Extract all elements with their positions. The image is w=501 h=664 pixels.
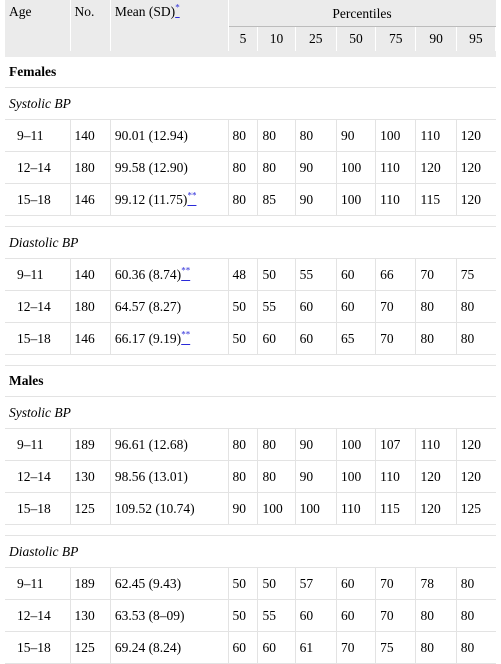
count-cell: 189	[70, 429, 110, 461]
percentile-cell: 120	[416, 493, 456, 525]
spacer-row	[5, 525, 496, 536]
subgroup-row	[5, 227, 496, 259]
percentile-cell: 60	[295, 291, 336, 323]
percentile-cell: 60	[258, 323, 295, 355]
percentile-cell: 60	[336, 291, 375, 323]
table-row	[5, 600, 496, 632]
mean-cell	[110, 568, 228, 600]
percentile-cell: 80	[228, 120, 258, 152]
percentile-cell: 50	[228, 291, 258, 323]
group-row	[5, 57, 496, 88]
percentile-cell: 60	[336, 600, 375, 632]
percentile-cell: 70	[376, 323, 416, 355]
percentile-cell: 110	[416, 120, 456, 152]
percentile-cell: 80	[228, 429, 258, 461]
mean-value: 60.36 (8.74)	[114, 266, 182, 282]
percentile-cell: 100	[336, 184, 375, 216]
percentile-cell: 57	[295, 568, 336, 600]
count-cell: 125	[70, 632, 110, 664]
percentiles-header: Percentiles	[228, 0, 495, 27]
percentile-cell: 90	[295, 461, 336, 493]
percentile-cell: 75	[376, 632, 416, 664]
percentile-cell: 80	[258, 120, 295, 152]
mean-cell	[110, 461, 228, 493]
mean-value: 96.61 (12.68)	[114, 436, 188, 452]
footnote-link[interactable]: *	[175, 2, 180, 13]
percentile-cell: 125	[456, 493, 495, 525]
percentile-col-header: 95	[456, 27, 495, 52]
percentile-cell: 80	[456, 600, 495, 632]
spacer-row	[5, 355, 496, 366]
mean-value: 98.56 (13.01)	[114, 468, 188, 484]
percentile-cell: 115	[376, 493, 416, 525]
mean-value: 99.58 (12.90)	[114, 159, 188, 175]
count-cell: 189	[70, 568, 110, 600]
percentile-cell: 60	[295, 323, 336, 355]
mean-cell	[110, 323, 228, 355]
percentile-cell: 80	[456, 568, 495, 600]
age-cell: 12–14	[5, 291, 70, 323]
mean-header-label: Mean (SD)	[114, 4, 176, 19]
percentile-cell: 120	[416, 461, 456, 493]
mean-value: 66.17 (9.19)	[114, 330, 182, 346]
percentile-cell: 60	[295, 600, 336, 632]
age-cell: 15–18	[5, 632, 70, 664]
count-cell: 130	[70, 600, 110, 632]
age-cell: 12–14	[5, 600, 70, 632]
percentile-cell: 110	[376, 461, 416, 493]
percentile-cell: 90	[336, 120, 375, 152]
percentile-cell: 70	[376, 600, 416, 632]
mean-value: 62.45 (9.43)	[114, 575, 182, 591]
table-body	[5, 51, 496, 664]
count-cell: 140	[70, 259, 110, 291]
percentile-cell: 65	[336, 323, 375, 355]
subgroup-label: Diastolic BP	[5, 536, 496, 568]
percentile-col-header: 5	[228, 27, 258, 52]
table-row	[5, 152, 496, 184]
age-header: Age	[5, 0, 70, 51]
subgroup-label: Systolic BP	[5, 397, 496, 429]
percentile-cell: 80	[416, 323, 456, 355]
percentile-cell: 60	[258, 632, 295, 664]
mean-cell	[110, 120, 228, 152]
group-label: Females	[5, 57, 496, 88]
mean-cell	[110, 291, 228, 323]
percentile-cell: 90	[228, 493, 258, 525]
percentile-cell: 50	[258, 259, 295, 291]
percentile-cell: 78	[416, 568, 456, 600]
percentile-cell: 80	[416, 632, 456, 664]
percentile-cell: 80	[228, 184, 258, 216]
percentile-cell: 90	[295, 152, 336, 184]
mean-value: 90.01 (12.94)	[114, 127, 188, 143]
percentile-cell: 100	[258, 493, 295, 525]
count-cell: 125	[70, 493, 110, 525]
percentile-cell: 70	[416, 259, 456, 291]
percentile-cell: 70	[376, 291, 416, 323]
mean-value: 69.24 (8.24)	[114, 639, 182, 655]
count-cell: 180	[70, 152, 110, 184]
percentile-cell: 50	[228, 323, 258, 355]
percentile-cell: 120	[456, 461, 495, 493]
age-cell: 12–14	[5, 461, 70, 493]
percentile-cell: 80	[456, 323, 495, 355]
percentile-cell: 85	[258, 184, 295, 216]
age-cell: 15–18	[5, 323, 70, 355]
percentile-cell: 50	[228, 568, 258, 600]
subgroup-row	[5, 88, 496, 120]
percentile-cell: 61	[295, 632, 336, 664]
percentile-cell: 70	[336, 632, 375, 664]
subgroup-label: Diastolic BP	[5, 227, 496, 259]
age-cell: 9–11	[5, 568, 70, 600]
percentile-col-header: 10	[258, 27, 295, 52]
percentile-cell: 75	[456, 259, 495, 291]
percentile-cell: 80	[228, 152, 258, 184]
percentile-col-header: 90	[416, 27, 456, 52]
mean-cell	[110, 429, 228, 461]
percentile-cell: 48	[228, 259, 258, 291]
footnote-link[interactable]: **	[181, 329, 191, 339]
percentile-cell: 100	[295, 493, 336, 525]
table-row	[5, 323, 496, 355]
percentile-col-header: 75	[376, 27, 416, 52]
percentile-cell: 80	[228, 461, 258, 493]
table-row	[5, 429, 496, 461]
percentile-cell: 80	[456, 632, 495, 664]
percentile-cell: 100	[336, 461, 375, 493]
age-cell: 12–14	[5, 152, 70, 184]
percentile-cell: 100	[336, 152, 375, 184]
percentile-cell: 80	[416, 600, 456, 632]
percentile-cell: 80	[416, 291, 456, 323]
table-row	[5, 291, 496, 323]
mean-value: 109.52 (10.74)	[114, 500, 195, 516]
count-header: No.	[70, 0, 110, 51]
percentile-cell: 55	[258, 291, 295, 323]
percentile-cell: 110	[376, 152, 416, 184]
footnote-link[interactable]: **	[187, 190, 197, 200]
age-cell: 15–18	[5, 184, 70, 216]
percentile-col-header: 25	[295, 27, 336, 52]
mean-cell	[110, 184, 228, 216]
count-cell: 146	[70, 184, 110, 216]
percentile-cell: 120	[456, 152, 495, 184]
percentile-cell: 110	[416, 429, 456, 461]
table-row	[5, 120, 496, 152]
percentile-cell: 80	[258, 461, 295, 493]
percentile-cell: 66	[376, 259, 416, 291]
percentile-cell: 60	[228, 632, 258, 664]
percentile-cell: 70	[376, 568, 416, 600]
mean-header	[110, 0, 228, 51]
mean-cell	[110, 152, 228, 184]
subgroup-row	[5, 397, 496, 429]
table-row	[5, 259, 496, 291]
mean-value: 99.12 (11.75)	[114, 191, 188, 207]
group-row	[5, 366, 496, 397]
table-header	[5, 0, 496, 51]
age-cell: 9–11	[5, 429, 70, 461]
count-cell: 146	[70, 323, 110, 355]
age-cell: 15–18	[5, 493, 70, 525]
subgroup-row	[5, 536, 496, 568]
spacer-row	[5, 216, 496, 227]
table-row	[5, 568, 496, 600]
percentile-cell: 60	[336, 259, 375, 291]
mean-cell	[110, 259, 228, 291]
percentile-cell: 80	[258, 152, 295, 184]
percentile-cell: 55	[258, 600, 295, 632]
age-cell: 9–11	[5, 259, 70, 291]
percentile-cell: 55	[295, 259, 336, 291]
percentile-cell: 110	[376, 184, 416, 216]
subgroup-label: Systolic BP	[5, 88, 496, 120]
percentile-cell: 120	[456, 184, 495, 216]
count-cell: 180	[70, 291, 110, 323]
mean-cell	[110, 600, 228, 632]
percentile-cell: 80	[258, 429, 295, 461]
percentile-cell: 120	[416, 152, 456, 184]
table-row	[5, 461, 496, 493]
percentile-cell: 90	[295, 184, 336, 216]
percentile-cell: 50	[228, 600, 258, 632]
percentile-cell: 80	[456, 291, 495, 323]
mean-value: 64.57 (8.27)	[114, 298, 182, 314]
percentile-cell: 60	[336, 568, 375, 600]
age-cell: 9–11	[5, 120, 70, 152]
group-label: Males	[5, 366, 496, 397]
mean-value: 63.53 (8–09)	[114, 607, 185, 623]
percentile-cell: 107	[376, 429, 416, 461]
percentile-cell: 115	[416, 184, 456, 216]
percentile-cell: 80	[295, 120, 336, 152]
table-row	[5, 493, 496, 525]
percentile-cell: 120	[456, 429, 495, 461]
count-cell: 130	[70, 461, 110, 493]
count-cell: 140	[70, 120, 110, 152]
percentile-cell: 50	[258, 568, 295, 600]
mean-cell	[110, 493, 228, 525]
table-row	[5, 184, 496, 216]
percentile-cell: 100	[336, 429, 375, 461]
percentile-col-header: 50	[336, 27, 375, 52]
percentile-cell: 100	[376, 120, 416, 152]
percentile-cell: 110	[336, 493, 375, 525]
percentile-cell: 120	[456, 120, 495, 152]
bp-percentile-table	[5, 0, 496, 664]
footnote-link[interactable]: **	[181, 265, 191, 275]
percentile-cell: 90	[295, 429, 336, 461]
